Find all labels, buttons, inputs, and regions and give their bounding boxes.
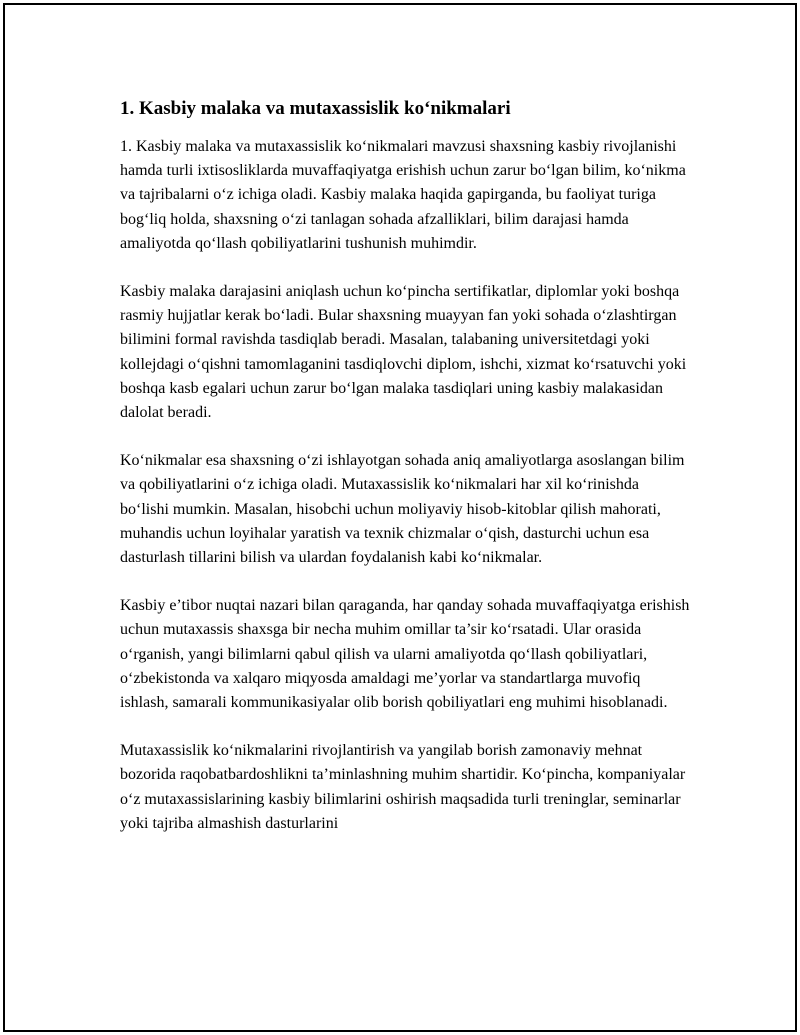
- paragraph-1: 1. Kasbiy malaka va mutaxassislik ko‘nikmalari mavzusi shaxsning kasbiy rivojlanishi hamda turli ixtisosliklarda muvaffaqiyatga erishish uchun zarur bo‘lgan bilim, ko‘nikma va tajribalarni o‘z ichiga oladi. Kasbiy malaka haqida gapirganda, bu faoliyat turiga bog‘liq holda, shaxsning o‘zi tanlagan sohada afzalliklari, bilim darajasi hamda amaliyotda qo‘llash qobiliyatlarini tushunish muhimdir.: [120, 138, 686, 252]
- paragraph-4: Kasbiy e’tibor nuqtai nazari bilan qaraganda, har qanday sohada muvaffaqiyatga erishish uchun mutaxassis shaxsga bir necha muhim omillar ta’sir ko‘rsatadi. Ular orasida o‘rganish, yangi bilimlarni qabul qilish va ularni amaliyotda qo‘llash qobiliyatlari, o‘zbekistonda va xalqaro miqyosda amaldagi me’yorlar va standartlarga muvofiq ishlash, samarali kommunikasiyalar olib borish qobiliyatlari eng muhimi hisoblanadi.: [120, 597, 690, 712]
- document-page: [3, 3, 797, 1032]
- paragraph-5: Mutaxassislik ko‘nikmalarini rivojlantirish va yangilab borish zamonaviy mehnat bozorida raqobatbardoshlikni ta’minlashning muhim shartidir. Ko‘pincha, kompaniyalar o‘z mutaxassislarining kasbiy bilimlarini oshirish maqsadida turli treninglar, seminarlar yoki tajriba almashish dasturlarini: [120, 742, 686, 832]
- paragraph-3: Ko‘nikmalar esa shaxsning o‘zi ishlayotgan sohada aniq amaliyotlarga asoslangan bilim va qobiliyatlarini o‘z ichiga oladi. Mutaxassislik ko‘nikmalari har xil ko‘rinishda bo‘lishi mumkin. Masalan, hisobchi uchun moliyaviy hisob-kitoblar qilish mahorati, muhandis uchun loyihalar yaratish va texnik chizmalar o‘qish, dasturchi uchun esa dasturlash tillarini bilish va ulardan foydalanish kabi ko‘nikmalar.: [120, 452, 685, 567]
- section-heading: 1. Kasbiy malaka va mutaxassislik ko‘nikmalari: [120, 98, 511, 119]
- document-content: [120, 96, 690, 860]
- paragraph-2: Kasbiy malaka darajasini aniqlash uchun ko‘pincha sertifikatlar, diplomlar yoki boshqa rasmiy hujjatlar kerak bo‘ladi. Bular shaxsning muayyan fan yoki sohada o‘zlashtirgan bilimini formal ravishda tasdiqlab beradi. Masalan, talabaning universitetdagi yoki kollejdagi o‘qishni tamomlaganini tasdiqlovchi diplom, ishchi, xizmat ko‘rsatuvchi yoki boshqa kasb egalari uchun zarur bo‘lgan malaka tasdiqlari uning kasbiy malakasidan dalolat beradi.: [120, 283, 687, 422]
